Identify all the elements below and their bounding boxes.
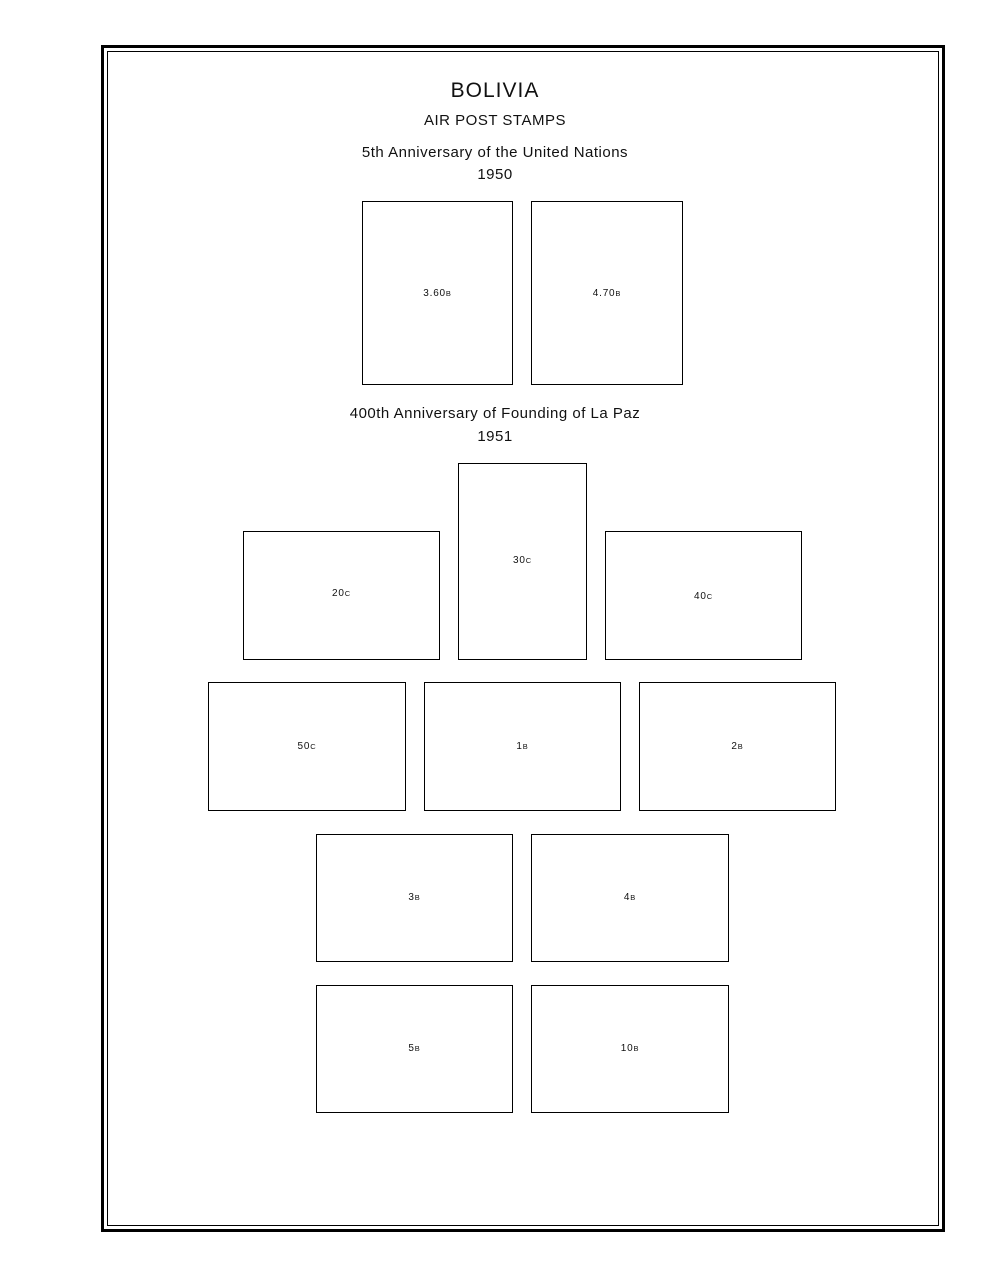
stamp-label: 30C (513, 555, 532, 566)
section-year-la-paz: 1951 (477, 428, 513, 445)
stamp-label: 3.60B (423, 288, 452, 299)
stamp-space (362, 201, 513, 385)
stamp-label: 10B (620, 1043, 640, 1054)
stamp-space (531, 985, 729, 1113)
stamp-label: 20C (332, 588, 351, 599)
stamp-space (316, 834, 513, 962)
stamp-space (639, 682, 836, 811)
stamp-label: 3B (408, 892, 421, 903)
stamp-space (605, 531, 802, 660)
stamp-space (531, 834, 729, 962)
stamp-label: 2B (731, 741, 744, 752)
stamp-space (458, 463, 587, 660)
stamp-space (243, 531, 440, 660)
section-title-la-paz: 400th Anniversary of Founding of La Paz (349, 405, 641, 422)
country-title: BOLIVIA (450, 79, 540, 102)
stamp-label: 5B (408, 1043, 421, 1054)
stamp-label: 40C (694, 591, 713, 602)
stamp-label: 4B (623, 892, 637, 903)
stamp-space (208, 682, 406, 811)
stamp-space (316, 985, 513, 1113)
page-subtitle: AIR POST STAMPS (424, 112, 566, 129)
stamp-label: 1B (516, 741, 529, 752)
section-title-un: 5th Anniversary of the United Nations (361, 144, 629, 161)
section-year-un: 1950 (477, 166, 513, 183)
stamp-space (424, 682, 621, 811)
stamp-space (531, 201, 683, 385)
stamp-label: 4.70B (592, 288, 622, 299)
stamp-label: 50C (297, 741, 317, 752)
